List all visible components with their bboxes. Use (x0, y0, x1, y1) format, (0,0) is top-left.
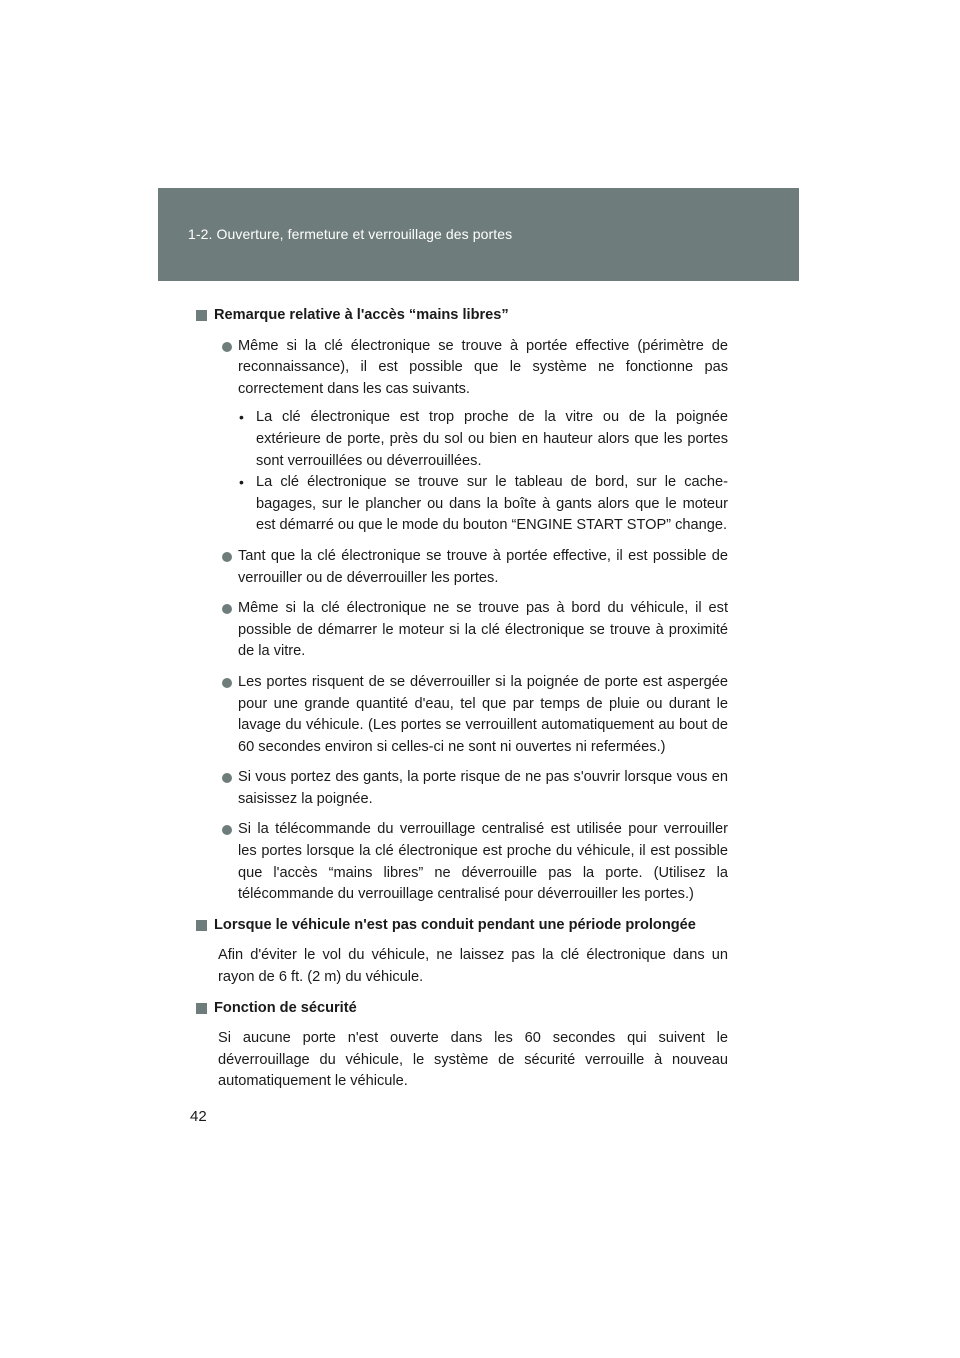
round-bullet-icon (222, 552, 232, 562)
list-item-text: Même si la clé électronique ne se trouve pas à bord du véhicule, il est possible de démarrer le moteur si la clé électronique se trouve à proximité de la vitre. (238, 600, 728, 660)
page-content (196, 305, 728, 1102)
list-item (222, 336, 728, 401)
section-title-text: Lorsque le véhicule n'est pas conduit pendant une période prolongée (214, 916, 696, 933)
header-section-title: 1-2. Ouverture, fermeture et verrouillage des portes (188, 226, 513, 242)
section-paragraph: Afin d'éviter le vol du véhicule, ne laissez pas la clé électronique dans un rayon de 6 ft. (2 m) du véhicule. (218, 947, 728, 986)
square-bullet-icon (196, 310, 207, 321)
list-item (222, 546, 728, 589)
sub-list-item-text: La clé électronique se trouve sur le tableau de bord, sur le cache-bagages, sur le plancher ou dans la boîte à gants alors que le moteur est démarré ou que le mode du bouton “ENGINE START STOP” change. (256, 474, 728, 534)
section-title-text: Remarque relative à l'accès “mains libres” (214, 307, 509, 323)
list-item-text: Les portes risquent de se déverrouiller si la poignée de porte est aspergée pour une grande quantité d'eau, tel que par temps de pluie ou durant le lavage du véhicule. (Les portes se verrouillent automatiquement au bout de 60 secondes environ si celles-ci ne sont ni ouvertes ni refermées.) (238, 673, 728, 755)
small-bullet-icon: • (239, 409, 244, 426)
sub-list-item-text: La clé électronique est trop proche de la vitre ou de la poignée extérieure de porte, près du sol ou bien en hauteur alors que les portes sont verrouillées ou déverrouillées. (256, 409, 728, 469)
list-item-text: Tant que la clé électronique se trouve à portée effective, il est possible de verrouiller ou de déverrouiller les portes. (238, 547, 728, 586)
section-title (196, 915, 728, 937)
round-bullet-icon (222, 773, 232, 783)
section-security-function (196, 998, 728, 1093)
round-bullet-icon (222, 678, 232, 688)
section-header-bar (158, 188, 799, 281)
square-bullet-icon (196, 1003, 207, 1014)
sub-list-item (239, 472, 728, 537)
sub-list (239, 407, 728, 537)
section-hands-free-note (196, 305, 728, 906)
list-item (222, 767, 728, 810)
section-long-parking (196, 915, 728, 989)
page-number: 42 (190, 1108, 207, 1125)
list-item (222, 672, 728, 758)
sub-list-item (239, 407, 728, 472)
list-item-text: Si la télécommande du verrouillage centralisé est utilisée pour verrouiller les portes lorsque la clé électronique est proche du véhicule, il est possible que l'accès “mains libres” ne déverrouille pas la porte. (Utilisez la télécommande du verrouillage centralisé pour déverrouiller les portes.) (238, 821, 728, 903)
section-paragraph: Si aucune porte n'est ouverte dans les 60 secondes qui suivent le déverrouillage du véhicule, le système de sécurité verrouille à nouveau automatiquement le véhicule. (218, 1030, 728, 1090)
section-title (196, 305, 728, 327)
square-bullet-icon (196, 920, 207, 931)
section-title (196, 998, 728, 1020)
section-title-text: Fonction de sécurité (214, 999, 357, 1016)
round-bullet-icon (222, 604, 232, 614)
list-item (222, 819, 728, 905)
list-item-text: Même si la clé électronique se trouve à portée effective (périmètre de reconnaissance), il est possible que le système ne fonctionne pas correctement dans les cas suivants. (238, 337, 728, 397)
list-item (222, 598, 728, 663)
small-bullet-icon: • (239, 474, 244, 491)
list-item-text: Si vous portez des gants, la porte risque de ne pas s'ouvrir lorsque vous en saisissez la poignée. (238, 769, 728, 807)
round-bullet-icon (222, 342, 232, 352)
round-bullet-icon (222, 825, 232, 835)
